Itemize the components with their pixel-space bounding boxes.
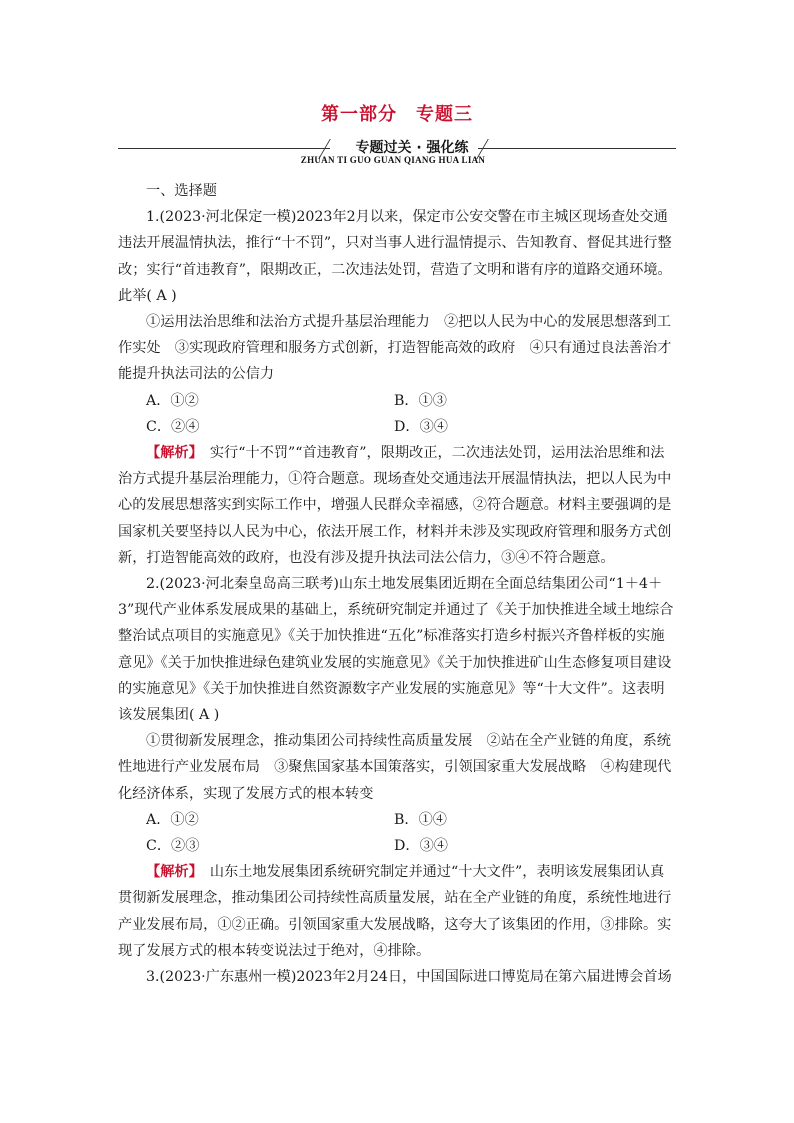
section-heading: 一、选择题 (146, 183, 217, 199)
question-1-statements: ①运用法治思维和法治方式提升基层治理能力 ②把以人民为中心的发展思想落到工作实处 ③实现政府管理和服务方式创新，打造智能高效的政府 ④只有通过良法善治才能提升执法司法的公信力 (118, 314, 672, 383)
question-1-options-row-1 (118, 388, 678, 414)
question-1-stem: 1.(2023·河北保定一模)2023年2月以来，保定市公安交警在市主城区现场查处交通违法开展温情执法，推行“十不罚”，只对当事人进行温情提示、告知教育、督促其进行整改；实行“首违教育”，限期改正，二次违法处罚，营造了文明和谐有序的道路交通环境。此举( A ) (118, 209, 672, 304)
banner-subtitle: ZHUAN TI GUO GUAN QIANG HUA LIAN (300, 155, 486, 165)
question-2-stem: 2.(2023·河北秦皇岛高三联考)山东土地发展集团近期在全面总结集团公司“1＋4＋3”现代产业体系发展成果的基础上，系统研究制定并通过了《关于加快推进全域土地综合整治试点项目的实施意见》《关于加快推进“五化”标准落实打造乡村振兴齐鲁样板的实施意见》《关于加快推进绿色建筑业发展的实施意见》《关于加快推进矿山生态修复项目建设的实施意见》《关于加快推进自然资源数字产业发展的实施意见》等“十大文件”。这表明该发展集团( A ) (118, 576, 674, 724)
banner-title: 专题过关 · 强化练 (355, 140, 469, 156)
question-2-analysis-text: 山东土地发展集团系统研究制定并通过“十大文件”，表明该发展集团认真贯彻新发展理念，推动集团公司持续性高质量发展，站在全产业链的角度，系统性地进行产业发展布局，①②正确。引领国家重大发展战略，这夸大了该集团的作用，③排除。实现了发展方式的根本转变说法过于绝对，④排除。 (118, 864, 672, 959)
question-2-option-a: A．①② (146, 811, 199, 828)
question-1-option-a: A．①② (146, 392, 199, 409)
analysis-label: 【解析】 (146, 445, 196, 462)
question-1-analysis-text: 实行“十不罚”“首违教育”，限期改正，二次违法处罚，运用法治思维和法治方式提升基层治理能力，①符合题意。现场查处交通违法开展温情执法，把以人民为中心的发展思想落实到实际工作中，增强人民群众幸福感，②符合题意。材料主要强调的是国家机关要坚持以人民为中心，依法开展工作，材料并未涉及实现政府管理和服务方式创新，打造智能高效的政府，也没有涉及提升执法司法公信力，③④不符合题意。 (118, 445, 672, 566)
page-title: 第一部分 专题三 (321, 104, 473, 125)
question-1-option-d: D．③④ (394, 418, 448, 435)
question-2-option-c: C．②③ (146, 838, 200, 855)
banner-rule-left (118, 148, 330, 149)
question-2-analysis (118, 859, 678, 964)
question-1-option-c: C．②④ (146, 418, 200, 435)
question-2-options-row-1 (118, 807, 678, 833)
question-1-options-row-2 (118, 414, 678, 440)
question-3-stem: 3.(2023·广东惠州一模)2023年2月24日，中国国际进口博览局在第六届进博会首场 (146, 969, 672, 986)
section-banner (118, 135, 676, 175)
banner-rule-right (478, 148, 676, 149)
document-body (118, 178, 678, 990)
analysis-label: 【解析】 (146, 864, 196, 881)
question-2-option-b: B．①④ (394, 811, 447, 828)
question-2-option-d: D．③④ (394, 838, 448, 855)
question-2-statements: ①贯彻新发展理念，推动集团公司持续性高质量发展 ②站在全产业链的角度，系统性地进行产业发展布局 ③聚焦国家基本国策落实，引领国家重大发展战略 ④构建现代化经济体系，实现了发展方式的根本转变 (118, 733, 672, 802)
question-1-analysis (118, 440, 678, 571)
question-1-option-b: B．①③ (394, 392, 447, 409)
question-2-options-row-2 (118, 833, 678, 859)
